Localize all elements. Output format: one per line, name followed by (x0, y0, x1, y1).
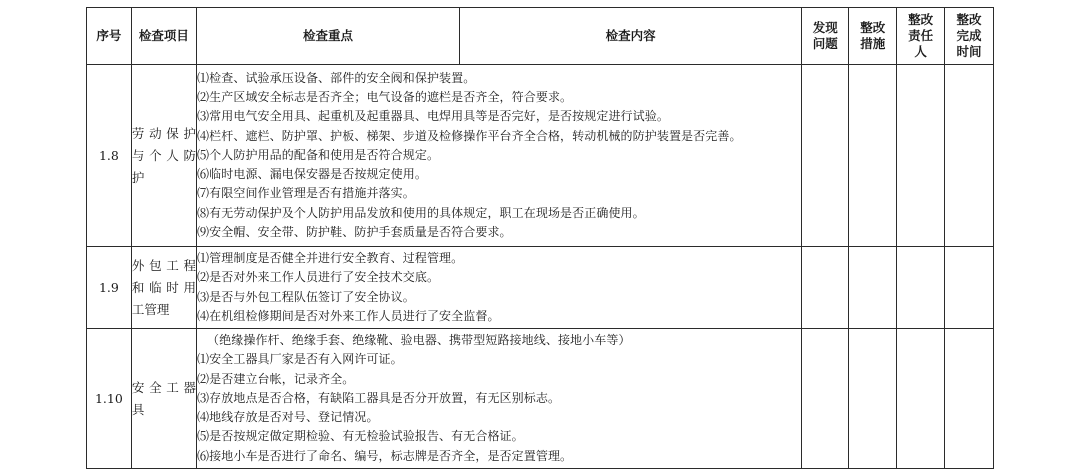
cell-responsible[interactable] (897, 65, 945, 247)
header-found-line: 发现 (812, 20, 838, 35)
header-content: 检查内容 (459, 8, 801, 65)
check-line: ⑷栏杆、遮栏、防护罩、护板、梯架、步道及检修操作平台齐全合格，转动机械的防护装置是否完善。 (197, 128, 742, 143)
cell-measures[interactable] (849, 329, 897, 469)
table-row (87, 65, 994, 247)
check-item-line: 安全工器 (131, 379, 197, 395)
check-line: （绝缘操作杆、绝缘手套、绝缘靴、验电器、携带型短路接地线、接地小车等） (207, 332, 631, 347)
header-measures (849, 8, 897, 65)
header-deadline-line: 整改 (956, 12, 982, 27)
header-responsible-line: 责任 (908, 28, 934, 43)
header-deadline-line: 完成 (956, 28, 982, 43)
header-measures-line: 措施 (860, 36, 886, 51)
check-line: ⑵是否对外来工作人员进行了安全技术交底。 (197, 270, 440, 285)
cell-responsible[interactable] (897, 329, 945, 469)
check-item-line: 护 (131, 169, 145, 185)
row-number: 1.10 (87, 329, 132, 469)
check-line: ⑺有限空间作业管理是否有措施并落实。 (197, 186, 415, 201)
row-number: 1.9 (87, 247, 132, 329)
row-number: 1.8 (87, 65, 132, 247)
check-line: ⑶常用电气安全用具、起重机及起重器具、电焊用具等是否完好，是否按规定进行试验。 (197, 109, 669, 124)
header-item: 检查项目 (131, 8, 196, 65)
table-row (87, 247, 994, 329)
check-item (131, 329, 196, 469)
check-line: ⑹临时电源、漏电保安器是否按规定使用。 (197, 167, 427, 182)
check-item-line: 具 (131, 401, 145, 417)
check-line: ⑶存放地点是否合格，有缺陷工器具是否分开放置，有无区别标志。 (197, 390, 561, 405)
check-item-line: 工管理 (131, 301, 170, 317)
check-line: ⑴管理制度是否健全并进行安全教育、过程管理。 (197, 250, 464, 265)
header-responsible-line: 整改 (908, 12, 934, 27)
check-line: ⑸是否按规定做定期检验、有无检验试验报告、有无合格证。 (197, 429, 524, 444)
check-focus (197, 65, 802, 247)
header-found (802, 8, 849, 65)
header-found-line: 问题 (812, 36, 838, 51)
check-line: ⑶是否与外包工程队伍签订了安全协议。 (197, 289, 415, 304)
header-focus: 检查重点 (197, 8, 460, 65)
table-row (87, 329, 994, 469)
cell-responsible[interactable] (897, 247, 945, 329)
check-item-line: 和临时用 (131, 279, 197, 295)
check-line: ⑷地线存放是否对号、登记情况。 (197, 410, 379, 425)
check-item-line: 外包工程 (131, 257, 197, 273)
check-line: ⑵生产区域安全标志是否齐全；电气设备的遮栏是否齐全，符合要求。 (197, 89, 573, 104)
header-measures-line: 整改 (860, 20, 886, 35)
cell-measures[interactable] (849, 65, 897, 247)
check-focus (197, 247, 802, 329)
check-focus (197, 329, 802, 469)
safety-check-table (86, 7, 994, 469)
cell-deadline[interactable] (945, 65, 994, 247)
header-deadline (945, 8, 994, 65)
check-line: ⑻有无劳动保护及个人防护用品发放和使用的具体规定，职工在现场是否正确使用。 (197, 205, 645, 220)
check-item-line: 与个人防 (131, 147, 197, 163)
check-line: ⑼安全帽、安全带、防护鞋、防护手套质量是否符合要求。 (197, 225, 512, 240)
header-no: 序号 (87, 8, 132, 65)
cell-found[interactable] (802, 247, 849, 329)
check-line: ⑵是否建立台帐，记录齐全。 (197, 371, 355, 386)
cell-found[interactable] (802, 65, 849, 247)
check-line: ⑹接地小车是否进行了命名、编号，标志牌是否齐全，是否定置管理。 (197, 448, 573, 463)
check-item (131, 65, 196, 247)
header-responsible-line: 人 (914, 44, 927, 59)
check-item (131, 247, 196, 329)
check-line: ⑴检查、试验承压设备、部件的安全阀和保护装置。 (197, 70, 476, 85)
cell-deadline[interactable] (945, 247, 994, 329)
header-deadline-line: 时间 (956, 44, 982, 59)
cell-deadline[interactable] (945, 329, 994, 469)
cell-found[interactable] (802, 329, 849, 469)
check-line: ⑴安全工器具厂家是否有入网许可证。 (197, 352, 403, 367)
check-line: ⑷在机组检修期间是否对外来工作人员进行了安全监督。 (197, 308, 500, 323)
table-header-row (87, 8, 994, 65)
check-item-line: 劳动保护 (131, 125, 197, 141)
cell-measures[interactable] (849, 247, 897, 329)
check-line: ⑸个人防护用品的配备和使用是否符合规定。 (197, 147, 440, 162)
header-responsible (897, 8, 945, 65)
